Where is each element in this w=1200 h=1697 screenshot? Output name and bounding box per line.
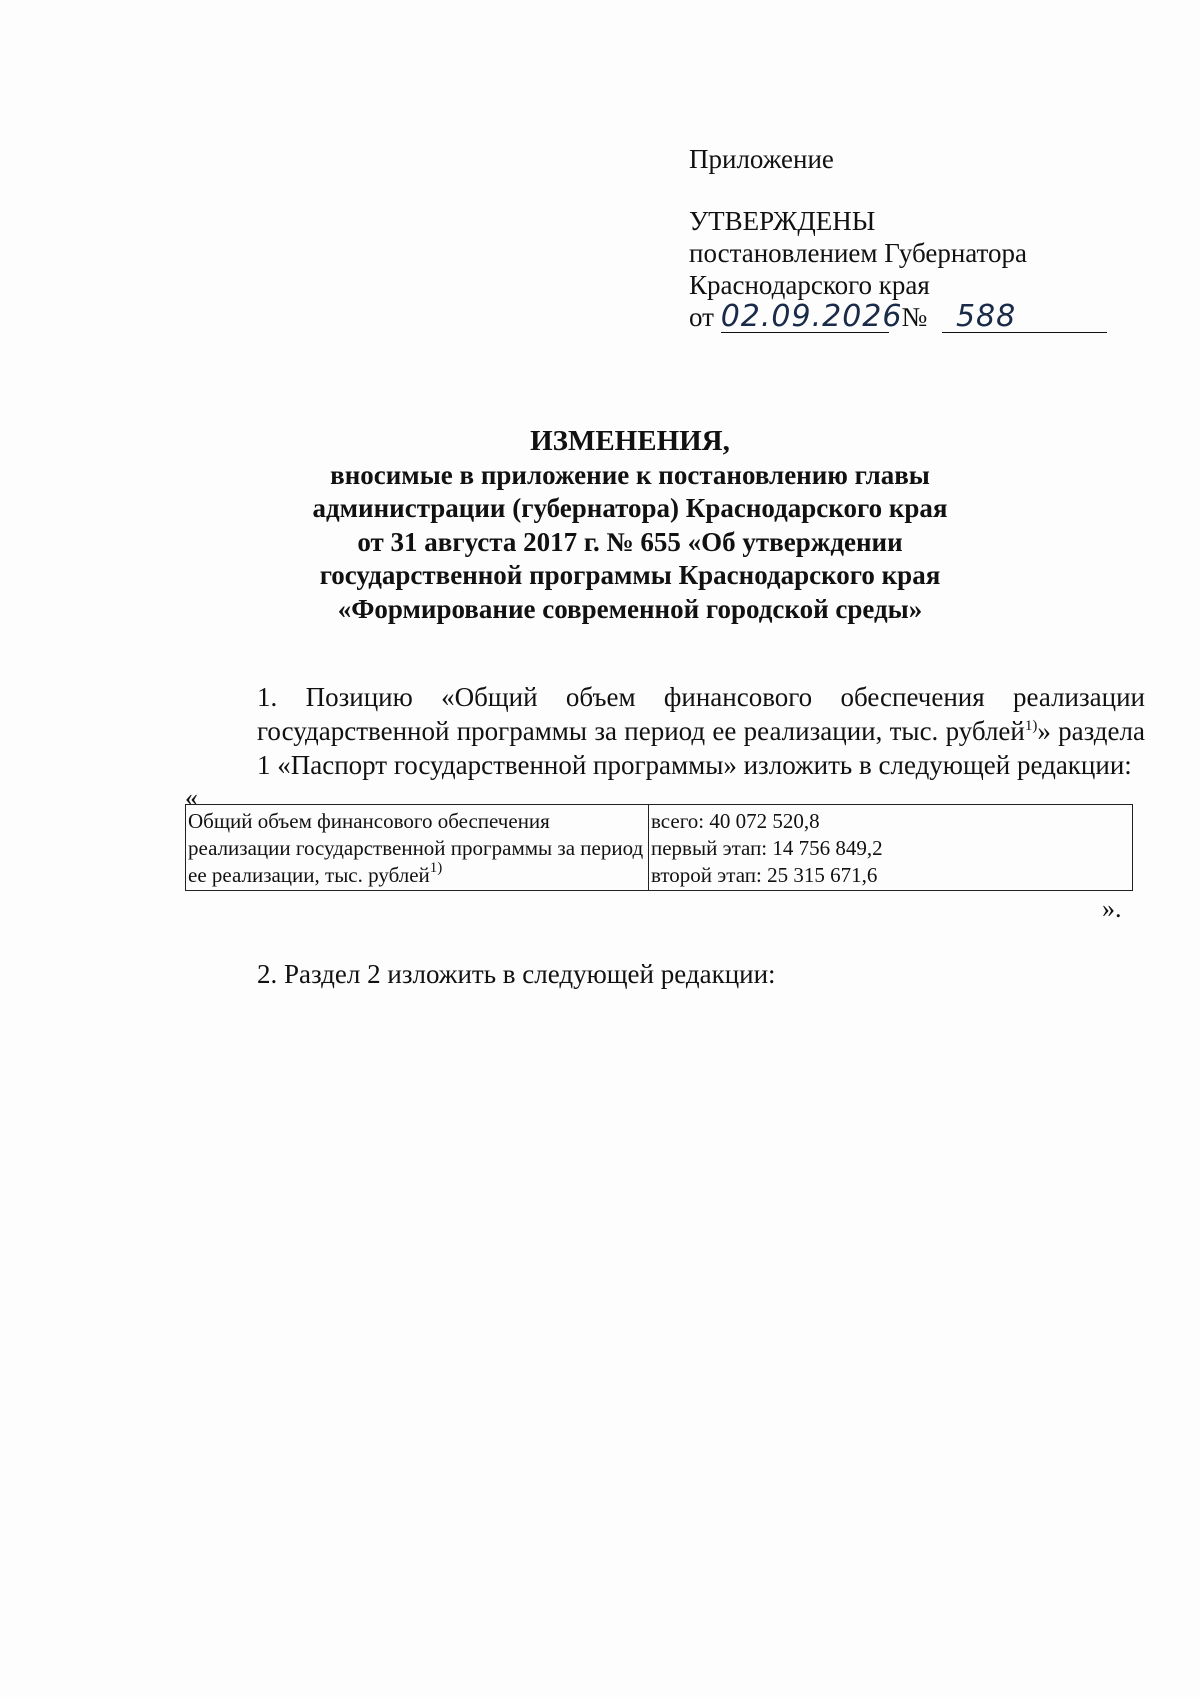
handwritten-number xyxy=(942,299,1107,334)
item-1-text: 1. Позицию «Общий объем финансового обеспечения реализации государственной программы за период ее реализации, тыс. рублей xyxy=(257,682,1145,746)
funding-table xyxy=(185,804,1133,891)
approved-label: УТВЕРЖДЕНЫ xyxy=(689,206,876,236)
document-title xyxy=(180,425,1080,626)
item-2-paragraph: 2. Раздел 2 изложить в следующей редакции: xyxy=(257,959,776,989)
date-number-line xyxy=(689,301,1129,339)
date-prefix: от xyxy=(689,302,714,332)
item-1-paragraph xyxy=(185,680,1145,782)
handwritten-date xyxy=(720,299,903,334)
title-line-2: администрации (губернатора) Краснодарского края xyxy=(312,493,948,523)
number-sign: № xyxy=(901,302,928,332)
funding-stage-1: первый этап: 14 756 849,2 xyxy=(651,836,883,860)
title-line-4: государственной программы Краснодарского края xyxy=(319,560,941,590)
funding-total: всего: 40 072 520,8 xyxy=(651,809,820,833)
title-line-3: от 31 августа 2017 г. № 655 «Об утверждении xyxy=(357,526,903,557)
quote-close: ». xyxy=(1102,894,1122,923)
funding-values-cell xyxy=(649,805,1133,891)
funding-stage-2: второй этап: 25 315 671,6 xyxy=(651,863,878,887)
title-line-5: «Формирование современной городской среды» xyxy=(337,593,923,624)
approval-block xyxy=(689,143,1129,339)
date-value: 02.09.2026 xyxy=(720,299,903,334)
funding-label: Общий объем финансового обеспечения реализации государственной программы за период ее реализации, тыс. рублей xyxy=(188,809,644,887)
footnote-marker: 1) xyxy=(429,860,443,876)
title-main: ИЗМЕНЕНИЯ, xyxy=(530,425,730,457)
quote-open: « xyxy=(185,783,198,812)
item-1-text-end: » раздела 1 «Паспорт государственной программы» изложить в следующей редакции: xyxy=(257,716,1145,780)
title-line-1: вносимые в приложение к постановлению главы xyxy=(330,459,930,490)
approved-by-line-1: постановлением Губернатора xyxy=(689,238,1027,268)
appendix-label: Приложение xyxy=(689,144,834,174)
approved-by-line-2: Краснодарского края xyxy=(689,270,930,300)
footnote-marker: 1) xyxy=(1024,718,1038,734)
number-value: 588 xyxy=(955,299,1017,334)
funding-label-cell xyxy=(186,805,649,891)
table-row xyxy=(186,805,1133,891)
